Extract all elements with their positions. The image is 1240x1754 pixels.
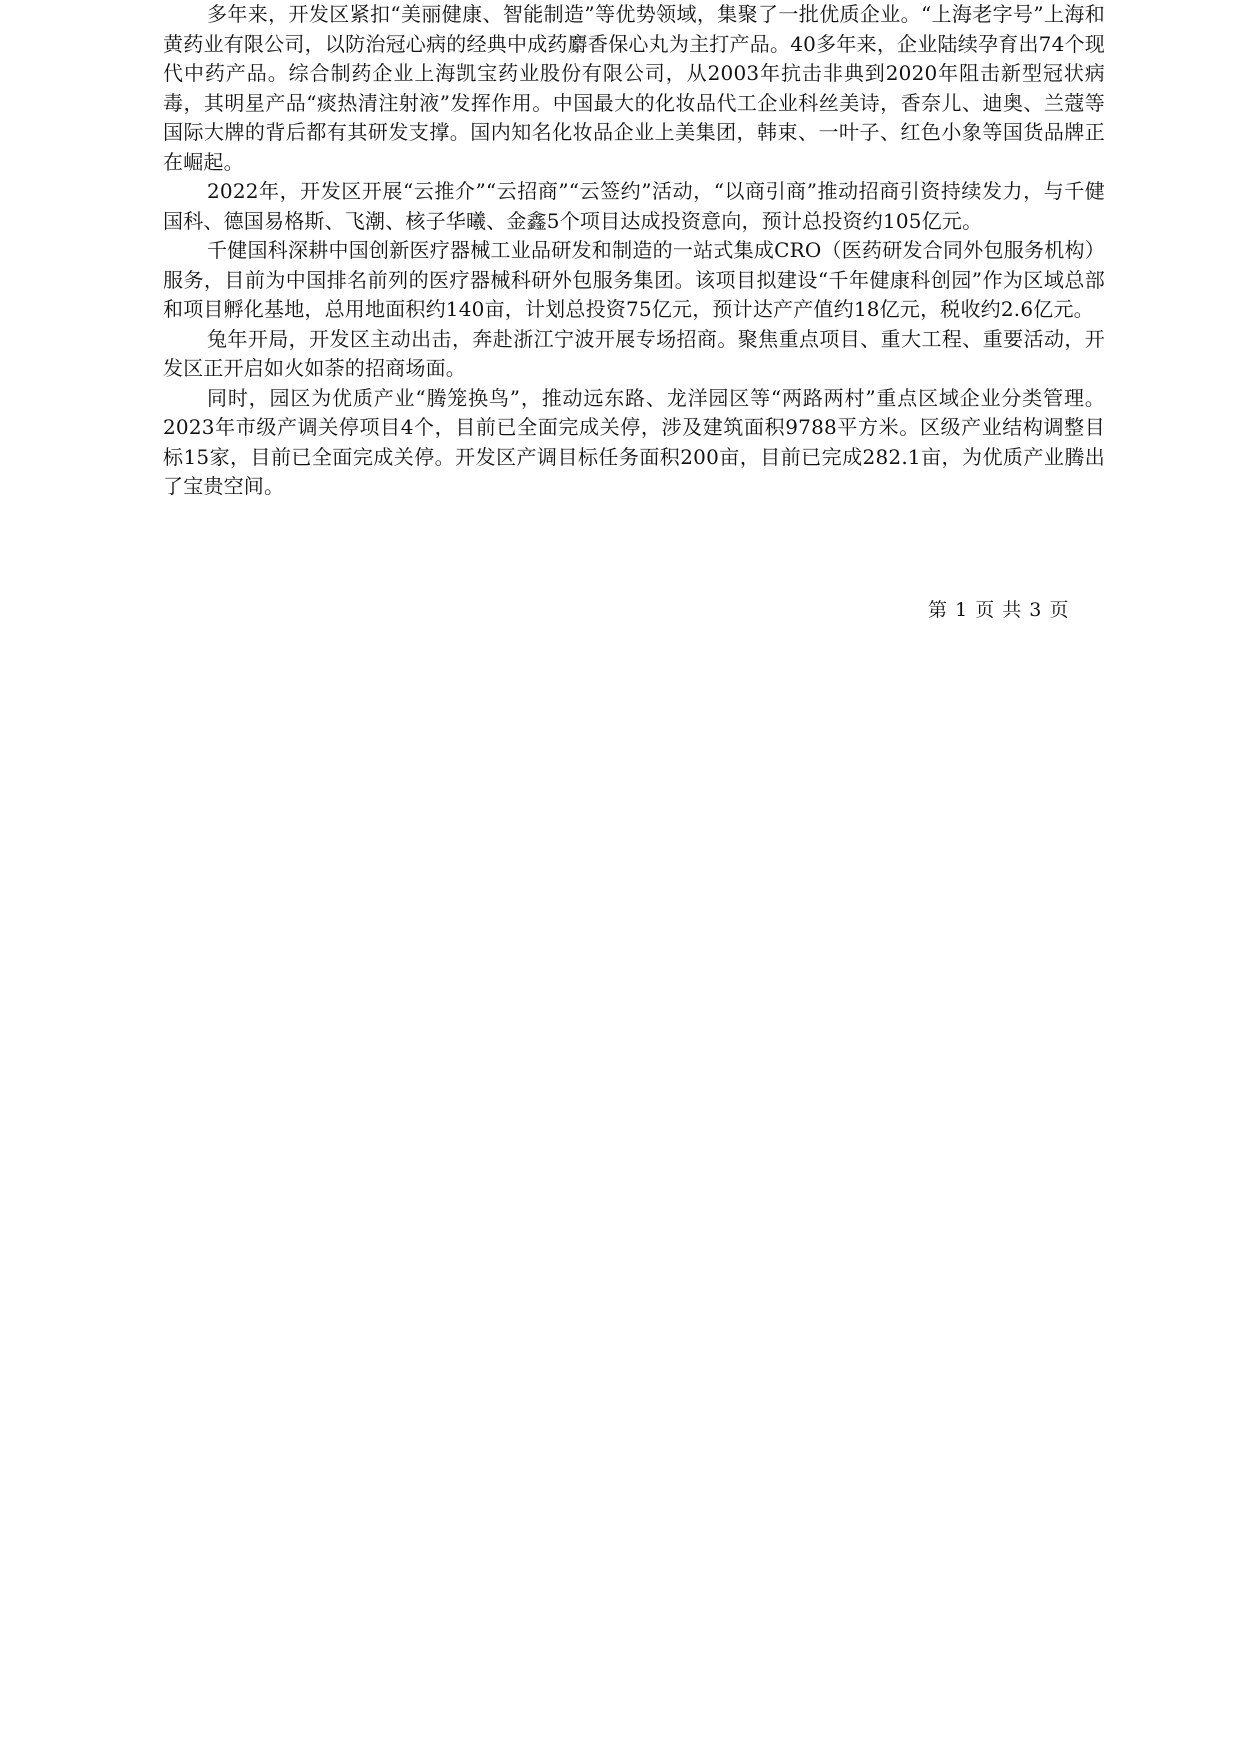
paragraph-5: 同时，园区为优质产业“腾笼换鸟”，推动远东路、龙洋园区等“两路两村”重点区域企业分类管理。2023年市级产调关停项目4个，目前已全面完成关停，涉及建筑面积9788平方米。区级产业结构调整目标15家，目前已全面完成关停。开发区产调目标任务面积200亩，目前已完成282.1亩，为优质产业腾出了宝贵空间。 (163, 385, 1105, 498)
paragraph-4: 兔年开局，开发区主动出击，奔赴浙江宁波开展专场招商。聚焦重点项目、重大工程、重要活动，开发区正开启如火如荼的招商场面。 (163, 326, 1105, 380)
page-prefix: 第 (928, 599, 949, 621)
document-body (163, 0, 1105, 502)
current-page-number: 1 (955, 599, 969, 621)
paragraph-1: 多年来，开发区紧扣“美丽健康、智能制造”等优势领域，集聚了一批优质企业。“上海老字号”上海和黄药业有限公司，以防治冠心病的经典中成药麝香保心丸为主打产品。40多年来，企业陆续孕育出74个现代中药产品。综合制药企业上海凯宝药业股份有限公司，从2003年抗击非典到2020年阻击新型冠状病毒，其明星产品“痰热清注射液”发挥作用。中国最大的化妆品代工企业科丝美诗，香奈儿、迪奥、兰蔻等国际大牌的背后都有其研发支撑。国内知名化妆品企业上美集团，韩束、一叶子、红色小象等国货品牌正在崛起。 (163, 2, 1105, 174)
paragraph-2: 2022年，开发区开展“云推介”“云招商”“云签约”活动，“以商引商”推动招商引资持续发力，与千健国科、德国易格斯、飞潮、核子华曦、金鑫5个项目达成投资意向，预计总投资约105亿元。 (163, 179, 1105, 233)
page-mid: 页 共 (975, 599, 1023, 621)
page-number-footer (928, 598, 1069, 622)
total-pages-number: 3 (1029, 599, 1043, 621)
paragraph-3: 千健国科深耕中国创新医疗器械工业品研发和制造的一站式集成CRO（医药研发合同外包服务机构）服务，目前为中国排名前列的医疗器械科研外包服务集团。该项目拟建设“千年健康科创园”作为区域总部和项目孵化基地，总用地面积约140亩，计划总投资75亿元，预计达产产值约18亿元，税收约2.6亿元。 (163, 238, 1105, 321)
page-suffix: 页 (1049, 599, 1070, 621)
